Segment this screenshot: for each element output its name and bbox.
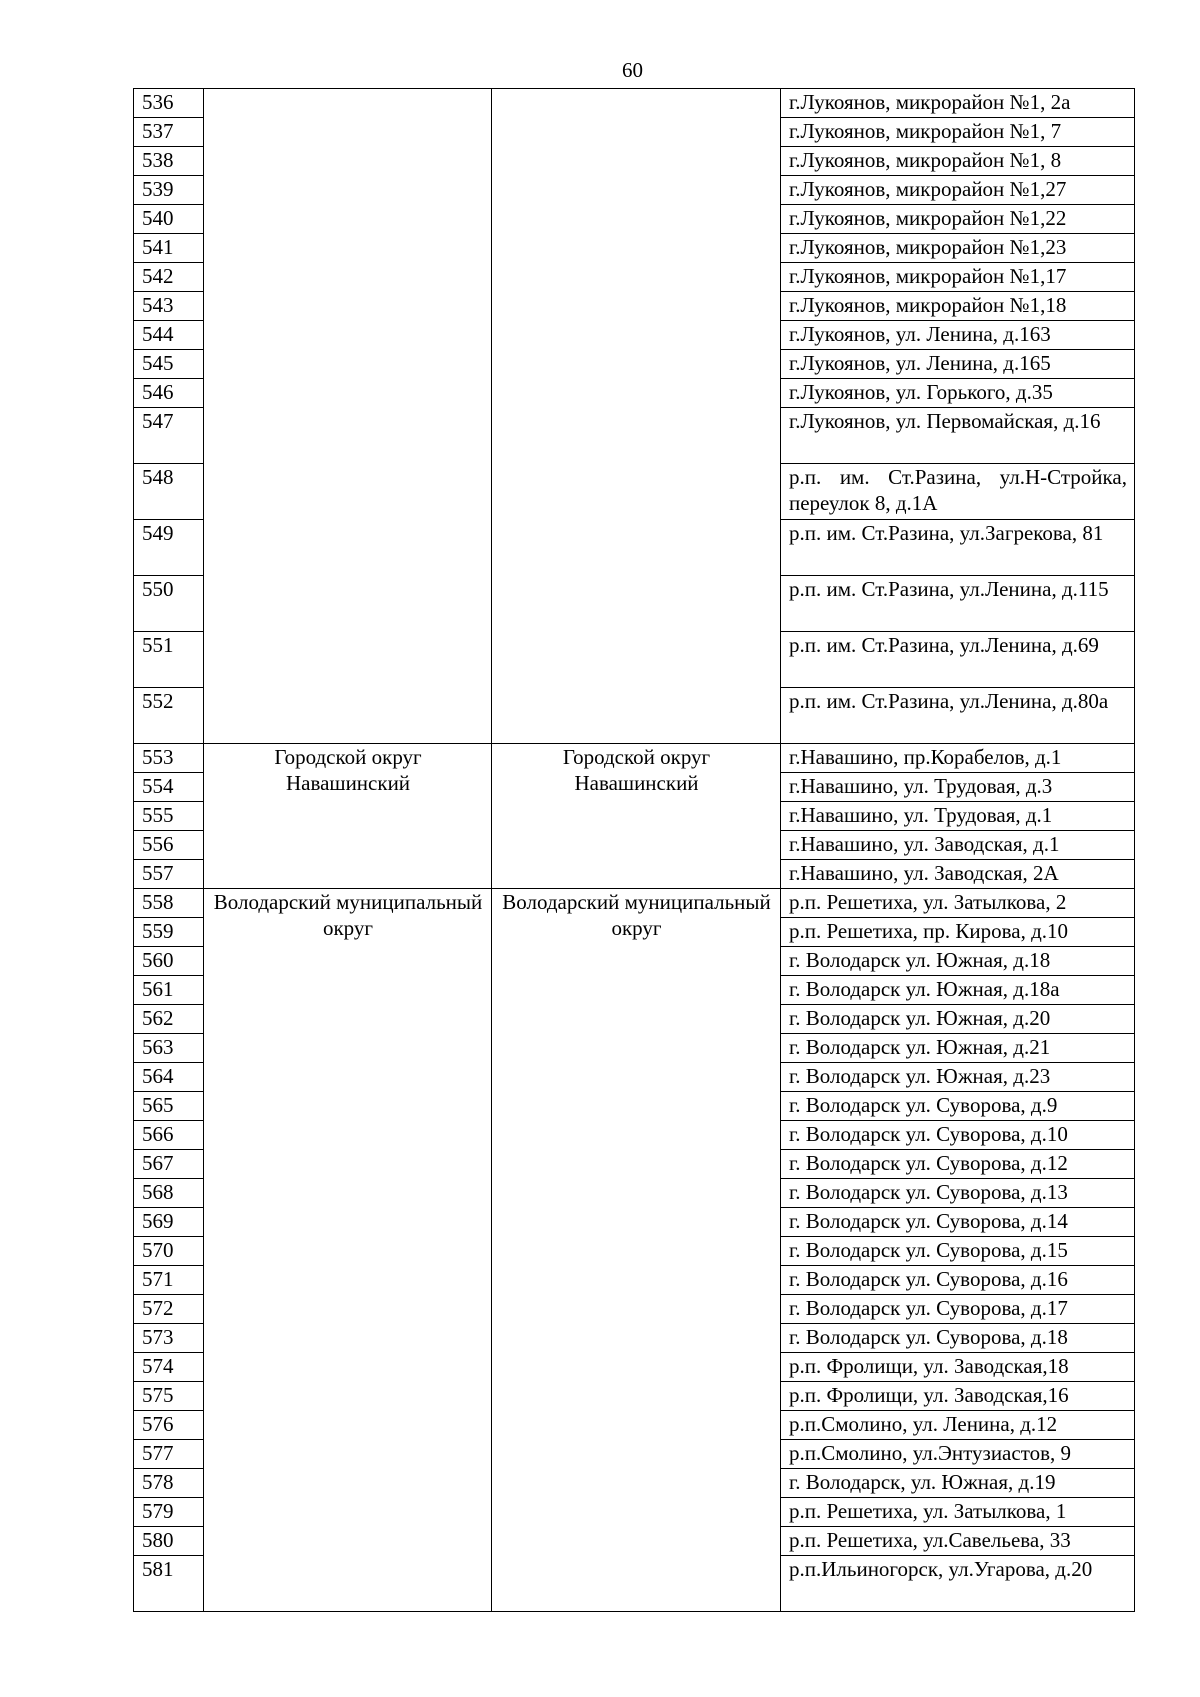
row-number: 537	[134, 118, 204, 147]
row-number: 555	[134, 802, 204, 831]
address-cell: р.п. им. Ст.Разина, ул.Загрекова, 81	[781, 520, 1135, 576]
address-table	[133, 88, 1135, 1612]
district-cell: Городской округ Навашинский	[204, 744, 492, 889]
address-cell: г.Лукоянов, микрорайон №1,17	[781, 263, 1135, 292]
row-number: 573	[134, 1324, 204, 1353]
address-cell: р.п. Решетиха, ул. Затылкова, 1	[781, 1498, 1135, 1527]
municipality-cell: Городской округ Навашинский	[492, 744, 781, 889]
address-cell: р.п. им. Ст.Разина, ул.Ленина, д.69	[781, 632, 1135, 688]
address-cell: г. Володарск ул. Южная, д.18	[781, 947, 1135, 976]
row-number: 565	[134, 1092, 204, 1121]
municipality-cell	[492, 89, 781, 744]
row-number: 563	[134, 1034, 204, 1063]
address-cell: г.Навашино, пр.Корабелов, д.1	[781, 744, 1135, 773]
row-number: 540	[134, 205, 204, 234]
table-row	[134, 744, 1135, 773]
address-cell: р.п.Смолино, ул.Энтузиастов, 9	[781, 1440, 1135, 1469]
municipality-cell: Володарский муниципальный округ	[492, 889, 781, 1612]
row-number: 572	[134, 1295, 204, 1324]
row-number: 557	[134, 860, 204, 889]
row-number: 552	[134, 688, 204, 744]
district-cell	[204, 89, 492, 744]
address-cell: г.Лукоянов, микрорайон №1,27	[781, 176, 1135, 205]
row-number: 567	[134, 1150, 204, 1179]
row-number: 578	[134, 1469, 204, 1498]
address-cell: г. Володарск ул. Суворова, д.13	[781, 1179, 1135, 1208]
address-cell: г. Володарск ул. Южная, д.18а	[781, 976, 1135, 1005]
row-number: 575	[134, 1382, 204, 1411]
address-cell: г.Лукоянов, ул. Первомайская, д.16	[781, 408, 1135, 464]
row-number: 566	[134, 1121, 204, 1150]
address-cell: г. Володарск ул. Суворова, д.10	[781, 1121, 1135, 1150]
row-number: 574	[134, 1353, 204, 1382]
row-number: 560	[134, 947, 204, 976]
address-cell: г.Навашино, ул. Трудовая, д.3	[781, 773, 1135, 802]
row-number: 559	[134, 918, 204, 947]
row-number: 581	[134, 1556, 204, 1612]
address-cell: г. Володарск ул. Суворова, д.18	[781, 1324, 1135, 1353]
row-number: 579	[134, 1498, 204, 1527]
table-row	[134, 89, 1135, 118]
row-number: 556	[134, 831, 204, 860]
address-cell: р.п. Решетиха, ул. Затылкова, 2	[781, 889, 1135, 918]
address-table-body	[134, 89, 1135, 1612]
address-cell: г. Володарск ул. Суворова, д.14	[781, 1208, 1135, 1237]
address-cell: г. Володарск ул. Суворова, д.9	[781, 1092, 1135, 1121]
address-cell: р.п. им. Ст.Разина, ул.Ленина, д.80а	[781, 688, 1135, 744]
address-cell: г. Володарск ул. Суворова, д.15	[781, 1237, 1135, 1266]
row-number: 549	[134, 520, 204, 576]
row-number: 577	[134, 1440, 204, 1469]
address-cell: г.Лукоянов, микрорайон №1, 7	[781, 118, 1135, 147]
page-number: 60	[622, 58, 643, 82]
address-cell: г. Володарск ул. Южная, д.21	[781, 1034, 1135, 1063]
row-number: 558	[134, 889, 204, 918]
address-cell: г.Лукоянов, ул. Ленина, д.163	[781, 321, 1135, 350]
table-row	[134, 889, 1135, 918]
address-cell: г.Лукоянов, микрорайон №1, 2а	[781, 89, 1135, 118]
row-number: 580	[134, 1527, 204, 1556]
address-cell: г. Володарск ул. Южная, д.23	[781, 1063, 1135, 1092]
row-number: 550	[134, 576, 204, 632]
address-cell: г. Володарск ул. Суворова, д.17	[781, 1295, 1135, 1324]
address-cell: г.Навашино, ул. Заводская, д.1	[781, 831, 1135, 860]
address-cell: г.Лукоянов, ул. Горького, д.35	[781, 379, 1135, 408]
address-cell: г.Лукоянов, микрорайон №1,22	[781, 205, 1135, 234]
row-number: 547	[134, 408, 204, 464]
row-number: 541	[134, 234, 204, 263]
row-number: 576	[134, 1411, 204, 1440]
address-cell: г.Лукоянов, ул. Ленина, д.165	[781, 350, 1135, 379]
district-cell: Володарский муниципальный округ	[204, 889, 492, 1612]
address-cell: р.п. им. Ст.Разина, ул.Ленина, д.115	[781, 576, 1135, 632]
row-number: 570	[134, 1237, 204, 1266]
row-number: 569	[134, 1208, 204, 1237]
address-cell: г.Лукоянов, микрорайон №1,18	[781, 292, 1135, 321]
row-number: 544	[134, 321, 204, 350]
address-cell: р.п. им. Ст.Разина, ул.Н-Стройка, переулок 8, д.1А	[781, 464, 1135, 520]
address-cell: р.п.Смолино, ул. Ленина, д.12	[781, 1411, 1135, 1440]
address-cell: р.п. Фролищи, ул. Заводская,16	[781, 1382, 1135, 1411]
address-cell: г. Володарск ул. Южная, д.20	[781, 1005, 1135, 1034]
row-number: 564	[134, 1063, 204, 1092]
address-cell: р.п. Решетиха, пр. Кирова, д.10	[781, 918, 1135, 947]
address-cell: р.п. Фролищи, ул. Заводская,18	[781, 1353, 1135, 1382]
row-number: 568	[134, 1179, 204, 1208]
row-number: 542	[134, 263, 204, 292]
row-number: 539	[134, 176, 204, 205]
address-cell: р.п.Ильиногорск, ул.Угарова, д.20	[781, 1556, 1135, 1612]
row-number: 561	[134, 976, 204, 1005]
row-number: 538	[134, 147, 204, 176]
row-number: 546	[134, 379, 204, 408]
row-number: 536	[134, 89, 204, 118]
address-cell: р.п. Решетиха, ул.Савельева, 33	[781, 1527, 1135, 1556]
address-cell: г.Навашино, ул. Заводская, 2А	[781, 860, 1135, 889]
address-cell: г.Лукоянов, микрорайон №1, 8	[781, 147, 1135, 176]
address-cell: г. Володарск, ул. Южная, д.19	[781, 1469, 1135, 1498]
row-number: 553	[134, 744, 204, 773]
row-number: 571	[134, 1266, 204, 1295]
row-number: 543	[134, 292, 204, 321]
row-number: 548	[134, 464, 204, 520]
address-cell: г. Володарск ул. Суворова, д.12	[781, 1150, 1135, 1179]
address-cell: г.Навашино, ул. Трудовая, д.1	[781, 802, 1135, 831]
row-number: 562	[134, 1005, 204, 1034]
address-cell: г.Лукоянов, микрорайон №1,23	[781, 234, 1135, 263]
address-cell: г. Володарск ул. Суворова, д.16	[781, 1266, 1135, 1295]
row-number: 554	[134, 773, 204, 802]
row-number: 545	[134, 350, 204, 379]
row-number: 551	[134, 632, 204, 688]
